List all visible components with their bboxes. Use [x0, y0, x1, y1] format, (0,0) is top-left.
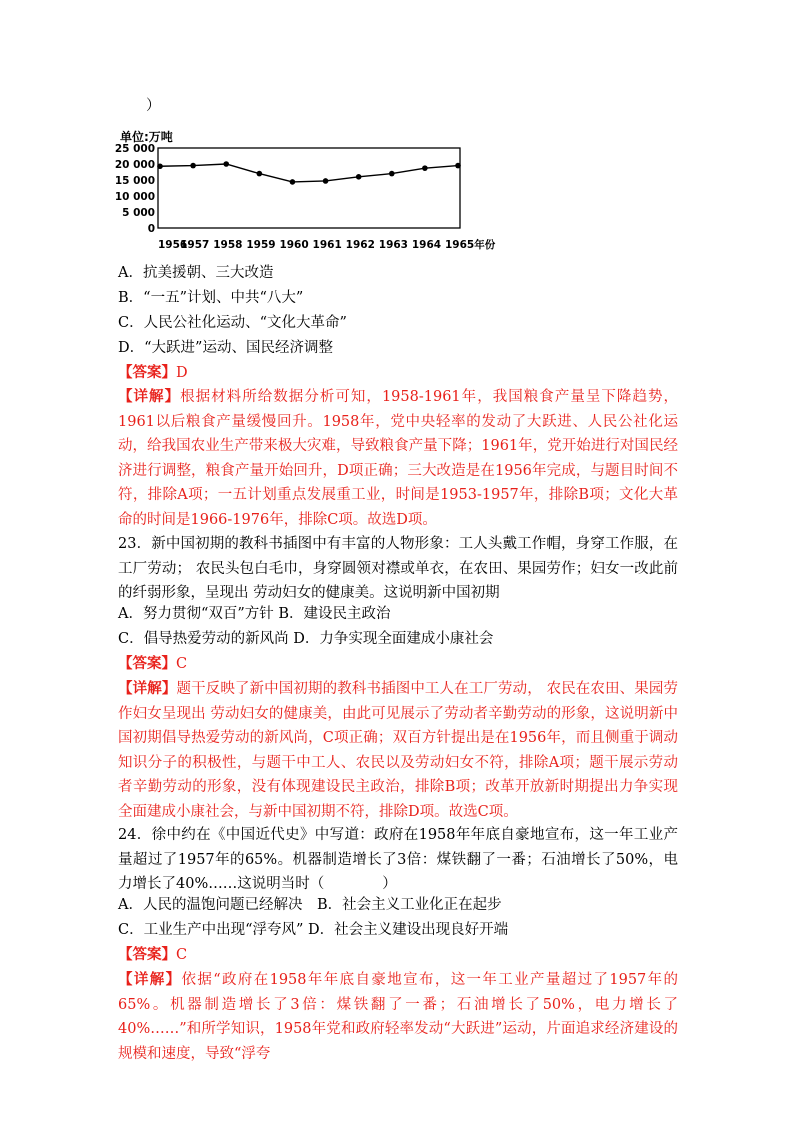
x-tick-label: 1962 [345, 239, 375, 251]
detail-text: 题干反映了新中国初期的教科书插图中工人在工厂劳动， 农民在农田、果园劳作妇女呈现出 劳动妇女的健康美，由此可见展示了劳动者辛勤劳动的形象，这说明新中国初期倡导热爱劳动的新风尚，C项正确；双百方针提出是在1956年，而且侧重于调动知识分子的积极性，与题干中工人、农民以及劳动妇女不符，排除A项；题干展示劳动者辛勤劳动的形象，没有体现建设民主政治，排除B项；改革开放新时期提出力争实现全面建成小康社会，与新中国初期不符，排除D项。故选C项。 [118, 681, 679, 820]
x-tick-label: 1958 [213, 239, 243, 251]
chart-unit-label: 单位:万吨 [120, 130, 173, 144]
q22-option-c: C．人民公社化运动、“文化大革命” [118, 315, 347, 331]
q24-detail [118, 968, 678, 1066]
x-tick-label: 1965年份 [445, 239, 496, 251]
data-point [323, 178, 329, 184]
y-tick-label: 15 000 [114, 175, 155, 187]
answer-tag: 【答案】 [118, 364, 176, 381]
x-tick-labels [158, 238, 496, 251]
data-point [455, 163, 461, 169]
q22-option-d: D．“大跃进”运动、国民经济调整 [118, 340, 333, 356]
q24-options-ab: A．人民的温饱问题已经解决 B．社会主义工业化正在起步 [118, 897, 502, 913]
x-tick-label: 1963 [378, 239, 409, 251]
closing-paren: ） [146, 98, 161, 114]
q24-options-cd: C．工业生产中出现“浮夸风” D．社会主义建设出现良好开端 [118, 922, 509, 938]
q22-option-b: B．“一五”计划、中共“八大” [118, 290, 304, 306]
detail-tag: 【详解】 [118, 971, 182, 988]
y-tick-label: 0 [147, 223, 155, 235]
data-point [257, 171, 263, 177]
data-point [356, 174, 362, 180]
x-tick-label: 1959 [246, 239, 276, 251]
data-point [223, 161, 229, 167]
answer-letter: D [176, 365, 188, 381]
x-tick-label: 1964 [411, 239, 442, 251]
detail-text: 根据材料所给数据分析可知，1958-1961年，我国粮食产量呈下降趋势，1961以后粮食产量缓慢回升。1958年，党中央轻率的发动了大跃进、人民公社化运动，给我国农业生产带来极大灾难，导致粮食产量下降；1961年，党开始进行对国民经济进行调整，粮食产量开始回升，D项正确；三大改造是在1956年完成，与题目时间不符，排除A项；一五计划重点发展重工业，时间是1953-1957年，排除B项；文化大革命的时间是1966-1976年，排除C项。故选D项。 [118, 389, 679, 528]
q22-option-a: A．抗美援朝、三大改造 [118, 265, 274, 281]
y-tick-labels [115, 143, 155, 235]
detail-tag: 【详解】 [118, 388, 181, 405]
q23-options-ab: A．努力贯彻“双百”方针 B．建设民主政治 [118, 606, 391, 622]
q24-answer [118, 944, 187, 966]
answer-tag: 【答案】 [118, 655, 176, 672]
x-tick-label: 1960 [279, 239, 309, 251]
answer-tag: 【答案】 [118, 946, 176, 963]
q22-detail [118, 385, 678, 532]
data-point [190, 163, 196, 169]
y-tick-label: 5 000 [122, 207, 155, 219]
data-point [290, 179, 296, 185]
q24-stem: 24．徐中约在《中国近代史》中写道：政府在1958年年底自豪地宣布，这一年工业产量超过了1957年的65%。机器制造增长了3倍：煤铁翻了一番；石油增长了50%，电力增长了40%……这说明当时（ ） [118, 827, 678, 892]
q23-answer [118, 653, 187, 675]
answer-letter: C [176, 656, 188, 672]
y-tick-label: 10 000 [114, 191, 155, 203]
grain-output-chart [114, 125, 496, 260]
y-tick-label: 20 000 [114, 159, 155, 171]
q22-answer [118, 362, 188, 384]
detail-text: 依据“政府在1958年年底自豪地宣布，这一年工业产量超过了1957年的65%。机器制造增长了3倍：煤铁翻了一番；石油增长了50%，电力增长了40%……”和所学知识，1958年党和政府轻率发动“大跃进”运动，片面追求经济建设的规模和速度，导致“浮夸 [118, 972, 679, 1062]
x-tick-label: 1957 [180, 239, 210, 251]
grain-output-line [160, 164, 458, 182]
plot-frame [158, 148, 460, 228]
data-point [422, 165, 428, 171]
q23-options-cd: C．倡导热爱劳动的新风尚 D．力争实现全面建成小康社会 [118, 631, 494, 647]
q23-detail [118, 677, 678, 824]
detail-tag: 【详解】 [118, 680, 177, 697]
x-tick-label: 1961 [312, 239, 342, 251]
y-tick-label: 25 000 [114, 143, 155, 155]
answer-letter: C [176, 947, 188, 963]
data-point [157, 163, 163, 169]
q23-stem: 23．新中国初期的教科书插图中有丰富的人物形象：工人头戴工作帽，身穿工作服，在工厂劳动； 农民头包白毛巾，身穿圆领对襟或单衣，在农田、果园劳作；妇女一改此前的纤弱形象，呈现出 劳动妇女的健康美。这说明新中国初期 [118, 536, 678, 601]
data-point [389, 171, 395, 177]
x-tick-label: 1956 [158, 239, 188, 251]
